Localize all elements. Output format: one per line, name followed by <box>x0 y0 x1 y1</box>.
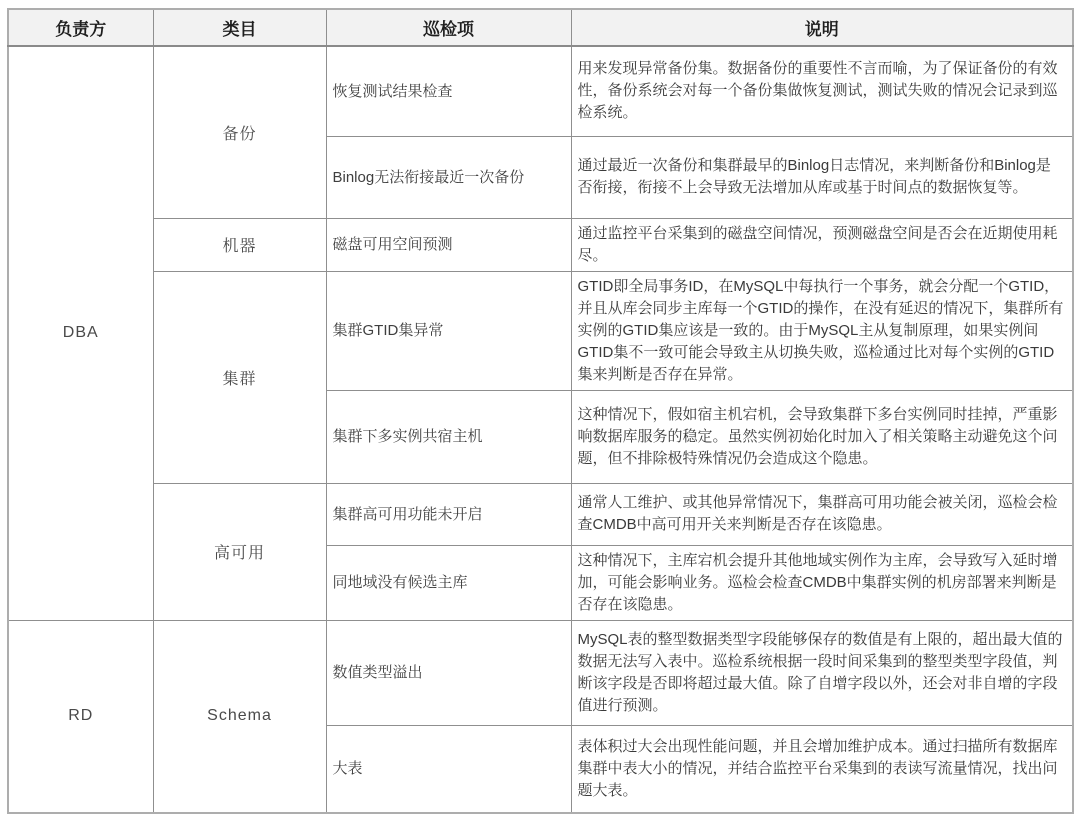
description-cell: 用来发现异常备份集。数据备份的重要性不言而喻，为了保证备份的有效性，备份系统会对每一个备份集做恢复测试，测试失败的情况会记录到巡检系统。 <box>571 46 1073 136</box>
description-cell: 通过最近一次备份和集群最早的Binlog日志情况，来判断备份和Binlog是否衔接，衔接不上会导致无法增加从库或基于时间点的数据恢复等。 <box>571 136 1073 218</box>
table-row <box>8 271 1073 390</box>
owner-cell-dba: DBA <box>8 46 153 620</box>
header-row <box>8 9 1073 46</box>
item-cell: 同地域没有候选主库 <box>326 545 571 620</box>
category-cell-cluster: 集群 <box>153 271 326 483</box>
table-row <box>8 46 1073 136</box>
owner-cell-rd: RD <box>8 620 153 813</box>
inspection-table <box>7 8 1074 814</box>
item-cell: 集群GTID集异常 <box>326 271 571 390</box>
header-cell-item: 巡检项 <box>326 9 571 46</box>
header-cell-category: 类目 <box>153 9 326 46</box>
item-cell: 数值类型溢出 <box>326 620 571 725</box>
description-cell: GTID即全局事务ID，在MySQL中每执行一个事务，就会分配一个GTID，并且从库会同步主库每一个GTID的操作，在没有延迟的情况下，集群所有实例的GTID集应该是一致的。由于MySQL主从复制原理，如果实例间GTID集不一致可能会导致主从切换失败，巡检通过比对每个实例的GTID集来判断是否存在异常。 <box>571 271 1073 390</box>
description-cell: 这种情况下，主库宕机会提升其他地域实例作为主库，会导致写入延时增加，可能会影响业务。巡检会检查CMDB中集群实例的机房部署来判断是否存在该隐患。 <box>571 545 1073 620</box>
description-cell: 这种情况下，假如宿主机宕机，会导致集群下多台实例同时挂掉，严重影响数据库服务的稳定。虽然实例初始化时加入了相关策略主动避免这个问题，但不排除极特殊情况仍会造成这个隐患。 <box>571 390 1073 483</box>
category-cell-schema: Schema <box>153 620 326 813</box>
header-cell-owner: 负责方 <box>8 9 153 46</box>
description-cell: 通过监控平台采集到的磁盘空间情况，预测磁盘空间是否会在近期使用耗尽。 <box>571 218 1073 271</box>
table-row <box>8 620 1073 725</box>
item-cell: 集群下多实例共宿主机 <box>326 390 571 483</box>
item-cell: 恢复测试结果检查 <box>326 46 571 136</box>
table-row <box>8 483 1073 545</box>
category-cell-ha: 高可用 <box>153 483 326 620</box>
item-cell: 大表 <box>326 725 571 813</box>
table-row <box>8 218 1073 271</box>
category-cell-backup: 备份 <box>153 46 326 218</box>
description-cell: 表体积过大会出现性能问题，并且会增加维护成本。通过扫描所有数据库集群中表大小的情况，并结合监控平台采集到的表读写流量情况，找出问题大表。 <box>571 725 1073 813</box>
item-cell: Binlog无法衔接最近一次备份 <box>326 136 571 218</box>
item-cell: 集群高可用功能未开启 <box>326 483 571 545</box>
category-cell-machine: 机器 <box>153 218 326 271</box>
description-cell: 通常人工维护、或其他异常情况下，集群高可用功能会被关闭，巡检会检查CMDB中高可用开关来判断是否存在该隐患。 <box>571 483 1073 545</box>
item-cell: 磁盘可用空间预测 <box>326 218 571 271</box>
header-cell-description: 说明 <box>571 9 1073 46</box>
description-cell: MySQL表的整型数据类型字段能够保存的数值是有上限的，超出最大值的数据无法写入表中。巡检系统根据一段时间采集到的整型类型字段值，判断该字段是否即将超过最大值。除了自增字段以外，还会对非自增的字段值进行预测。 <box>571 620 1073 725</box>
